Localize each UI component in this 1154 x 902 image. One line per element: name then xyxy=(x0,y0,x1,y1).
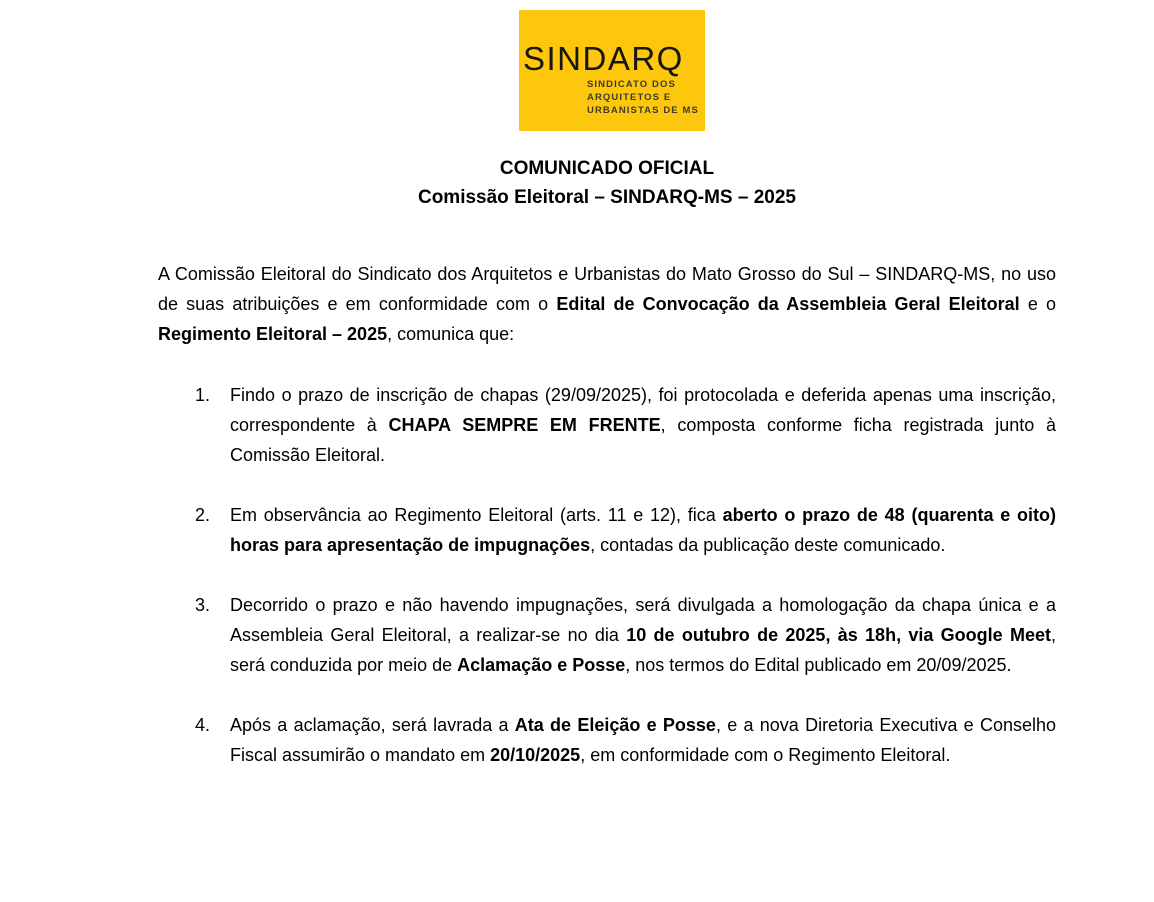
logo-wordmark: SINDARQ xyxy=(523,40,684,77)
numbered-list xyxy=(158,380,1056,770)
list-item-text: Decorrido o prazo e não havendo impugnações, será divulgada a homologação da chapa única e a Assembleia Geral Eleitoral, a realizar-se no dia 10 de outubro de 2025, às 18h, via Google Meet, será conduzida por meio de Aclamação e Posse, nos termos do Edital publicado em 20/09/2025. xyxy=(230,595,1056,675)
list-item-text: Em observância ao Regimento Eleitoral (arts. 11 e 12), fica aberto o prazo de 48 (quarenta e oito) horas para apresentação de impugnações, contadas da publicação deste comunicado. xyxy=(230,505,1057,555)
document-title-line-1: COMUNICADO OFICIAL xyxy=(499,158,715,179)
list-item-text: Findo o prazo de inscrição de chapas (29/09/2025), foi protocolada e deferida apenas uma inscrição, correspondente à CHAPA SEMPRE EM FRENTE, composta conforme ficha registrada junto à Comissão Eleitoral. xyxy=(230,385,1056,465)
logo-tagline-line-2: ARQUITETOS E xyxy=(587,92,672,103)
list-item-text: Após a aclamação, será lavrada a Ata de Eleição e Posse, e a nova Diretoria Executiva e Conselho Fiscal assumirão o mandato em 20/10/2025, em conformidade com o Regimento Eleitoral. xyxy=(230,715,1056,765)
list-item-number: 1. xyxy=(195,385,211,405)
logo-tagline xyxy=(587,78,699,117)
logo-tagline-line-3: URBANISTAS DE MS xyxy=(587,105,699,116)
document-title xyxy=(158,154,1056,212)
list-item-2 xyxy=(158,500,1056,560)
list-item-4 xyxy=(158,710,1056,770)
list-item-number: 2. xyxy=(195,505,211,525)
list-item-number: 3. xyxy=(195,595,211,615)
document-page xyxy=(158,0,1056,770)
logo-tagline-line-1: SINDICATO DOS xyxy=(587,79,676,90)
list-item-number: 4. xyxy=(195,715,211,735)
document-title-line-2: Comissão Eleitoral – SINDARQ-MS – 2025 xyxy=(417,187,796,208)
list-item-3 xyxy=(158,590,1056,680)
sindarq-logo xyxy=(519,10,705,131)
list-item-1 xyxy=(158,380,1056,470)
intro-paragraph: A Comissão Eleitoral do Sindicato dos Arquitetos e Urbanistas do Mato Grosso do Sul – SINDARQ-MS, no uso de suas atribuições e em conformidade com o Edital de Convocação da Assembleia Geral Eleitoral e o Regimento Eleitoral – 2025, comunica que: xyxy=(158,264,1056,344)
